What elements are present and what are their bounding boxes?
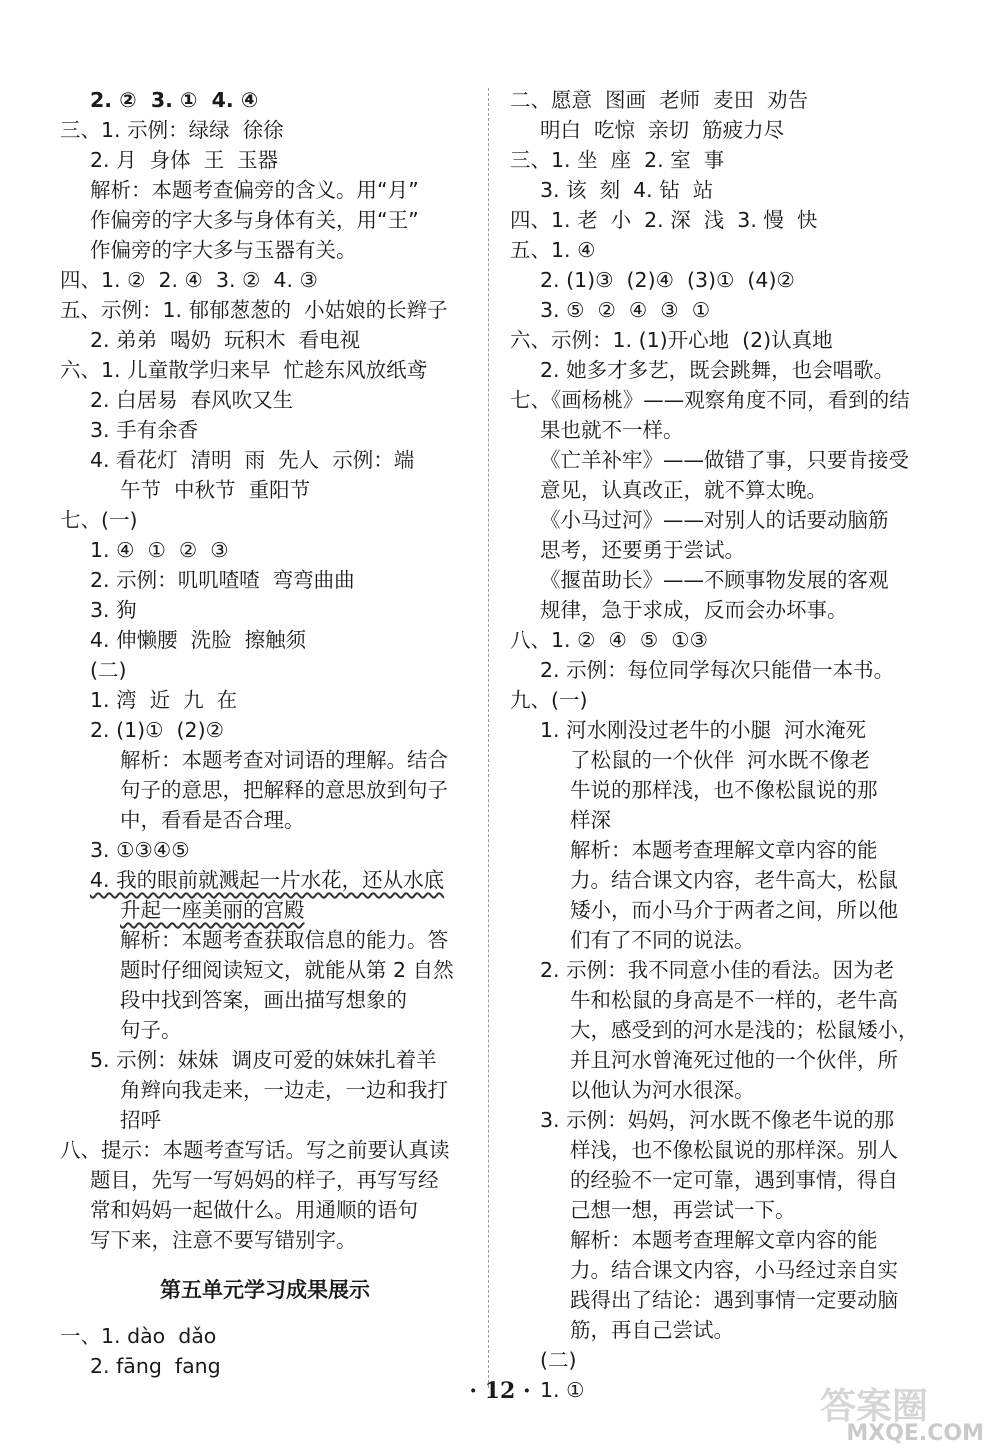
left-line-32: 句子。 [120,1018,182,1042]
left-line-30: 题时仔细阅读短文，就能从第 2 自然 [120,958,454,982]
left-line-3: 2. 月 身体 王 玉器 [90,148,279,172]
left-line-13: 4. 看花灯 清明 雨 先人 示例：端 [90,448,415,472]
right-line-27: 力。结合课文内容，老牛高大，松鼠 [570,868,898,892]
left-line-18: 3. 狗 [90,598,137,622]
right-line-40: 力。结合课文内容，小马经过亲自实 [570,1258,898,1282]
right-line-38: 己想一想，再尝试一下。 [570,1198,796,1222]
column-divider [488,88,489,1388]
left-line-15: 七、(一) [60,508,138,532]
left-line-20: (二) [90,658,127,682]
left-line-2: 三、1. 示例：绿绿 徐徐 [60,118,284,142]
left-line-12: 3. 手有余香 [90,418,199,442]
right-line-35: 3. 示例：妈妈，河水既不像老牛说的那 [540,1108,895,1132]
right-line-37: 的经验不一定可靠，遇到事情，得自 [570,1168,898,1192]
left-line-31: 段中找到答案，画出描写想象的 [120,988,407,1012]
right-line-25: 样深 [570,808,611,832]
left-line-29: 解析：本题考查获取信息的能力。答 [120,928,448,952]
section-heading: 第五单元学习成果展示 [160,1278,370,1302]
left-line-23: 解析：本题考查对词语的理解。结合 [120,748,448,772]
right-line-8: 3. ⑤ ② ④ ③ ① [540,298,711,322]
right-line-30: 2. 示例：我不同意小佳的看法。因为老 [540,958,895,982]
left-line-7: 四、1. ② 2. ④ 3. ② 4. ③ [60,268,318,292]
page-number: · 12 · [469,1378,531,1404]
right-line-1: 二、愿意 图画 老师 麦田 劝告 [510,88,809,112]
right-line-3: 三、1. 坐 座 2. 室 事 [510,148,725,172]
left-line-24: 句子的意思，把解释的意思放到句子 [120,778,448,802]
right-line-29: 们有了不同的说法。 [570,928,755,952]
right-line-33: 并且河水曾淹死过他的一个伙伴，所 [570,1048,898,1072]
left-line-14: 午节 中秋节 重阳节 [120,478,311,502]
left-line-1: 2. ② 3. ① 4. ④ [90,88,259,112]
right-line-22: 1. 河水刚没过老牛的小腿 河水淹死 [540,718,867,742]
right-line-14: 意见，认真改正，就不算太晚。 [540,478,827,502]
watermark-logo [814,1378,984,1450]
right-line-5: 四、1. 老 小 2. 深 浅 3. 慢 快 [510,208,818,232]
watermark-big-text: 答案圈 [820,1386,929,1427]
right-line-31: 牛和松鼠的身高是不一样的，老牛高 [570,988,898,1012]
left-line-11: 2. 白居易 春风吹又生 [90,388,294,412]
right-line-19: 八、1. ② ④ ⑤ ①③ [510,628,709,652]
right-line-9: 六、示例：1. (1)开心地 (2)认真地 [510,328,833,352]
right-line-24: 牛说的那样浅，也不像松鼠说的那 [570,778,878,802]
left-line-17: 2. 示例：叽叽喳喳 弯弯曲曲 [90,568,355,592]
watermark-text: MXQE.COM [846,1421,984,1446]
left-line-19: 4. 伸懒腰 洗脸 擦触须 [90,628,307,652]
left-line-37: 题目，先写一写妈妈的样子，再写写经 [90,1168,439,1192]
left-line-22: 2. (1)① (2)② [90,718,224,742]
right-line-26: 解析：本题考查理解文章内容的能 [570,838,878,862]
right-line-41: 践得出了结论：遇到事情一定要动脑 [570,1288,898,1312]
left-line-36: 八、提示：本题考查写话。写之前要认真读 [60,1138,450,1162]
right-line-20: 2. 示例：每位同学每次只能借一本书。 [540,658,895,682]
left-line-35: 招呼 [120,1108,161,1132]
left-line-34: 角辫向我走来，一边走，一边和我打 [120,1078,448,1102]
right-line-28: 矮小，而小马介于两者之间，所以他 [570,898,898,922]
right-line-2: 明白 吃惊 亲切 筋疲力尽 [540,118,785,142]
right-line-43: (二) [540,1348,577,1372]
right-line-11: 七、《画杨桃》——观察角度不同，看到的结 [510,388,910,412]
right-line-21: 九、(一) [510,688,588,712]
left-line-6: 作偏旁的字大多与玉器有关。 [90,238,357,262]
left-line-27: 4. 我的眼前就溅起一片水花，还从水底 [90,868,445,892]
right-line-4: 3. 该 刻 4. 钻 站 [540,178,714,202]
right-line-32: 大，感受到的河水是浅的；松鼠矮小， [570,1018,919,1042]
right-line-23: 了松鼠的一个伙伴 河水既不像老 [570,748,871,772]
right-line-7: 2. (1)③ (2)④ (3)① (4)② [540,268,795,292]
left-line-8: 五、示例：1. 郁郁葱葱的 小姑娘的长辫子 [60,298,448,322]
left-line-41: 一、1. dào dǎo [60,1324,217,1348]
left-line-10: 六、1. 儿童散学归来早 忙趁东风放纸鸢 [60,358,428,382]
right-line-39: 解析：本题考查理解文章内容的能 [570,1228,878,1252]
right-line-36: 样浅，也不像松鼠说的那样深。别人 [570,1138,898,1162]
right-line-16: 思考，还要勇于尝试。 [540,538,745,562]
right-line-15: 《小马过河》——对别人的话要动脑筋 [540,508,889,532]
right-line-34: 以他认为河水很深。 [570,1078,755,1102]
right-line-6: 五、1. ④ [510,238,596,262]
right-line-17: 《揠苗助长》——不顾事物发展的客观 [540,568,889,592]
left-line-33: 5. 示例：妹妹 调皮可爱的妹妹扎着羊 [90,1048,437,1072]
left-line-39: 写下来，注意不要写错别字。 [90,1228,357,1252]
left-line-4: 解析：本题考查偏旁的含义。用“月” [90,178,419,202]
left-line-25: 中，看看是否合理。 [120,808,305,832]
left-line-42: 2. fāng fang [90,1354,221,1378]
left-line-5: 作偏旁的字大多与身体有关，用“王” [90,208,419,232]
left-line-16: 1. ④ ① ② ③ [90,538,229,562]
right-line-18: 规律，急于求成，反而会办坏事。 [540,598,848,622]
left-line-21: 1. 湾 近 九 在 [90,688,238,712]
left-line-26: 3. ①③④⑤ [90,838,190,862]
left-line-38: 常和妈妈一起做什么。用通顺的语句 [90,1198,418,1222]
right-line-44: 1. ① [540,1378,585,1402]
left-line-9: 2. 弟弟 喝奶 玩积木 看电视 [90,328,361,352]
right-line-12: 果也就不一样。 [540,418,684,442]
left-line-28: 升起一座美丽的宫殿 [120,898,305,922]
right-line-10: 2. 她多才多艺，既会跳舞，也会唱歌。 [540,358,895,382]
right-line-13: 《亡羊补牢》——做错了事，只要肯接受 [540,448,909,472]
right-line-42: 筋，再自己尝试。 [570,1318,734,1342]
